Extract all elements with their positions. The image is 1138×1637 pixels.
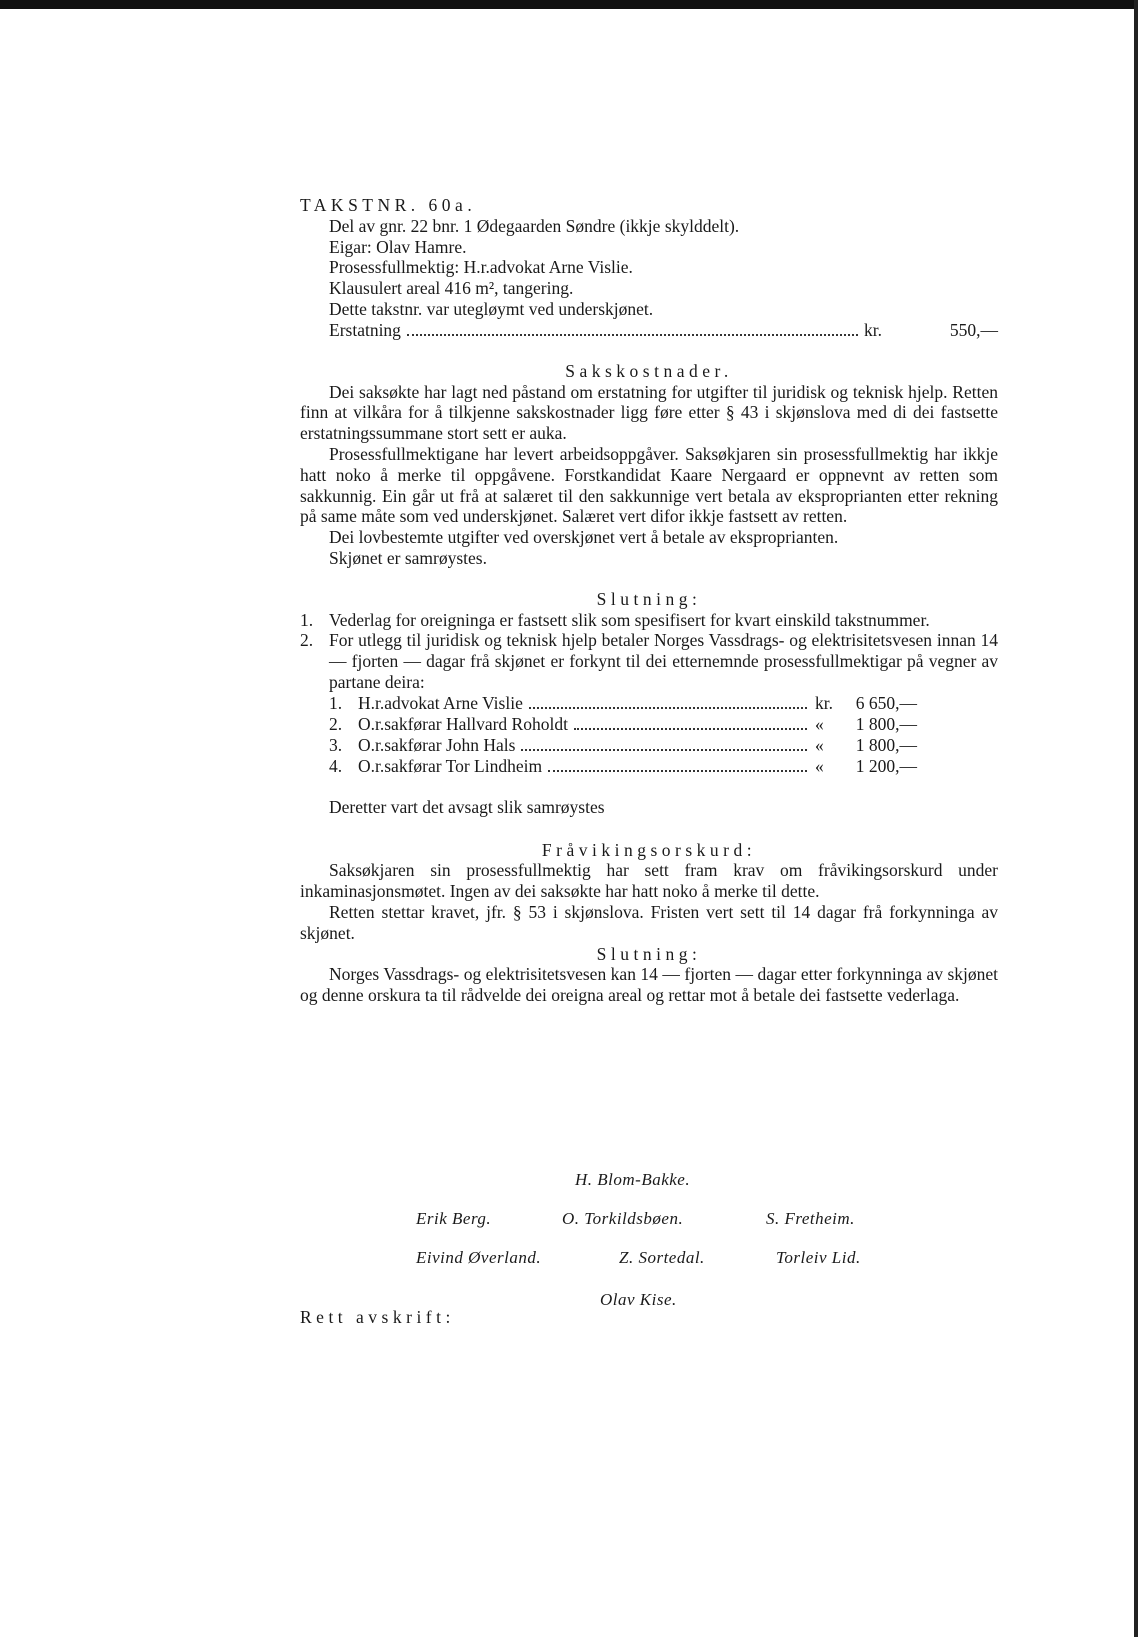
section-heading-slutning: Slutning: (596, 943, 702, 964)
payment-currency: « (815, 713, 824, 734)
signature: O. Torkildsbøen. (562, 1209, 684, 1228)
signature: Torleiv Lid. (776, 1248, 861, 1267)
scan-top-edge (0, 0, 1138, 9)
payment-amount: 1 200,— (855, 755, 917, 776)
rett-avskrift-label: Rett avskrift: (300, 1307, 455, 1327)
payment-row (300, 735, 917, 756)
payment-row (300, 714, 917, 735)
erstatning-row (300, 320, 998, 341)
erstatning-amount: 550,— (949, 319, 998, 340)
takst-line: Eigar: Olav Hamre. (329, 236, 467, 257)
payment-amount: 1 800,— (855, 713, 917, 734)
payment-number: 4. (329, 755, 343, 776)
signature: Olav Kise. (600, 1290, 677, 1309)
section-heading-slutning: Slutning: (596, 588, 702, 609)
payment-name: O.r.sakførar Tor Lindheim (358, 755, 543, 776)
signature: Z. Sortedal. (619, 1248, 705, 1267)
payment-amount: 1 800,— (855, 734, 917, 755)
item-text: For utlegg til juridisk og teknisk hjelp betaler Norges Vassdrags- og elektrisitetsvesen innan 14 — fjorten — dagar frå skjønet er forkynt til dei etternemnde prosessfullmektigar på vegner av partane deira: (329, 630, 998, 692)
section-heading-fravikingsorskurd: Fråvikingsorskurd: (541, 839, 757, 860)
paragraph: Saksøkjaren sin prosessfullmektig har sett fram krav om fråvikingsorskurd under inkaminasjonsmøtet. Ingen av dei saksøkte har hatt noko å merke til dette. (300, 860, 998, 902)
dot-leader (529, 707, 807, 709)
numbered-item (300, 630, 998, 692)
signature-chair: H. Blom-Bakke. (575, 1170, 691, 1189)
payment-name: O.r.sakførar John Hals (358, 734, 516, 755)
section-heading-sakskostnader: Sakskostnader. (565, 360, 733, 381)
payment-number: 3. (329, 734, 343, 755)
item-number: 1. (300, 609, 314, 630)
takst-line: Del av gnr. 22 bnr. 1 Ødegaarden Søndre (ikkje skylddelt). (329, 215, 740, 236)
paragraph: Dei lovbestemte utgifter ved overskjønet vert å betale av eksproprianten. (329, 527, 839, 548)
paragraph: Deretter vart det avsagt slik samrøystes (329, 796, 605, 817)
signature: Erik Berg. (416, 1209, 492, 1228)
paragraph: Prosessfullmektigane har levert arbeidsoppgåver. Saksøkjaren sin prosessfullmektig har ikkje hatt noko å merke til oppgåvene. Forstkandidat Kaare Nergaard er oppnevnt av retten som sakkunnig. Ein går ut frå at salæret til den sakkunnige vert betala av eksproprianten etter rekning på same måte som ved underskjønet. Salæret vert difor ikkje fastsett av retten. (300, 443, 998, 527)
takst-line: Klausulert areal 416 m², tangering. (329, 278, 574, 299)
signature: S. Fretheim. (766, 1209, 855, 1228)
document-body (300, 195, 998, 1006)
payment-currency: « (815, 734, 824, 755)
erstatning-label: Erstatning (329, 319, 401, 340)
paragraph: Skjønet er samrøystes. (329, 547, 487, 568)
dot-leader (574, 728, 807, 730)
payment-name: O.r.sakførar Hallvard Roholdt (358, 713, 568, 734)
payment-currency: « (815, 755, 824, 776)
payment-row (300, 693, 917, 714)
payment-row (300, 756, 917, 777)
item-number: 2. (300, 630, 314, 651)
paragraph: Norges Vassdrags- og elektrisitetsvesen kan 14 — fjorten — dagar etter forkynninga av skjønet og denne orskura ta til rådvelde dei oreigna areal og rettar mot å betale dei fastsette vederlaga. (300, 964, 998, 1006)
erstatning-currency: kr. (864, 319, 882, 340)
payment-amount: 6 650,— (855, 692, 917, 713)
dot-leader (521, 749, 807, 751)
paragraph: Dei saksøkte har lagt ned påstand om erstatning for utgifter til juridisk og teknisk hjelp. Retten finn at vilkåra for å tilkjenne sakskostnader ligg føre etter § 43 i skjønslova med di dei fastsette erstatningssummane stort sett er auka. (300, 381, 998, 444)
payment-number: 1. (329, 692, 343, 713)
item-text: Vederlag for oreigninga er fastsett slik som spesifisert for kvart einskild takstnummer. (329, 609, 930, 630)
scan-right-edge (1134, 0, 1138, 1637)
signature: Eivind Øverland. (416, 1248, 542, 1267)
takst-line: Prosessfullmektig: H.r.advokat Arne Vislie. (329, 257, 633, 278)
payment-number: 2. (329, 713, 343, 734)
takst-line: Dette takstnr. var utegløymt ved underskjønet. (329, 298, 654, 319)
dot-leader (407, 334, 858, 336)
dot-leader (548, 770, 807, 772)
paragraph: Retten stettar kravet, jfr. § 53 i skjønslova. Fristen vert sett til 14 dagar frå forkynninga av skjønet. (300, 901, 998, 943)
payment-name: H.r.advokat Arne Vislie (358, 692, 523, 713)
takst-heading: TAKSTNR. 60a. (300, 195, 477, 215)
numbered-item (300, 610, 998, 631)
payment-currency: kr. (815, 692, 833, 713)
